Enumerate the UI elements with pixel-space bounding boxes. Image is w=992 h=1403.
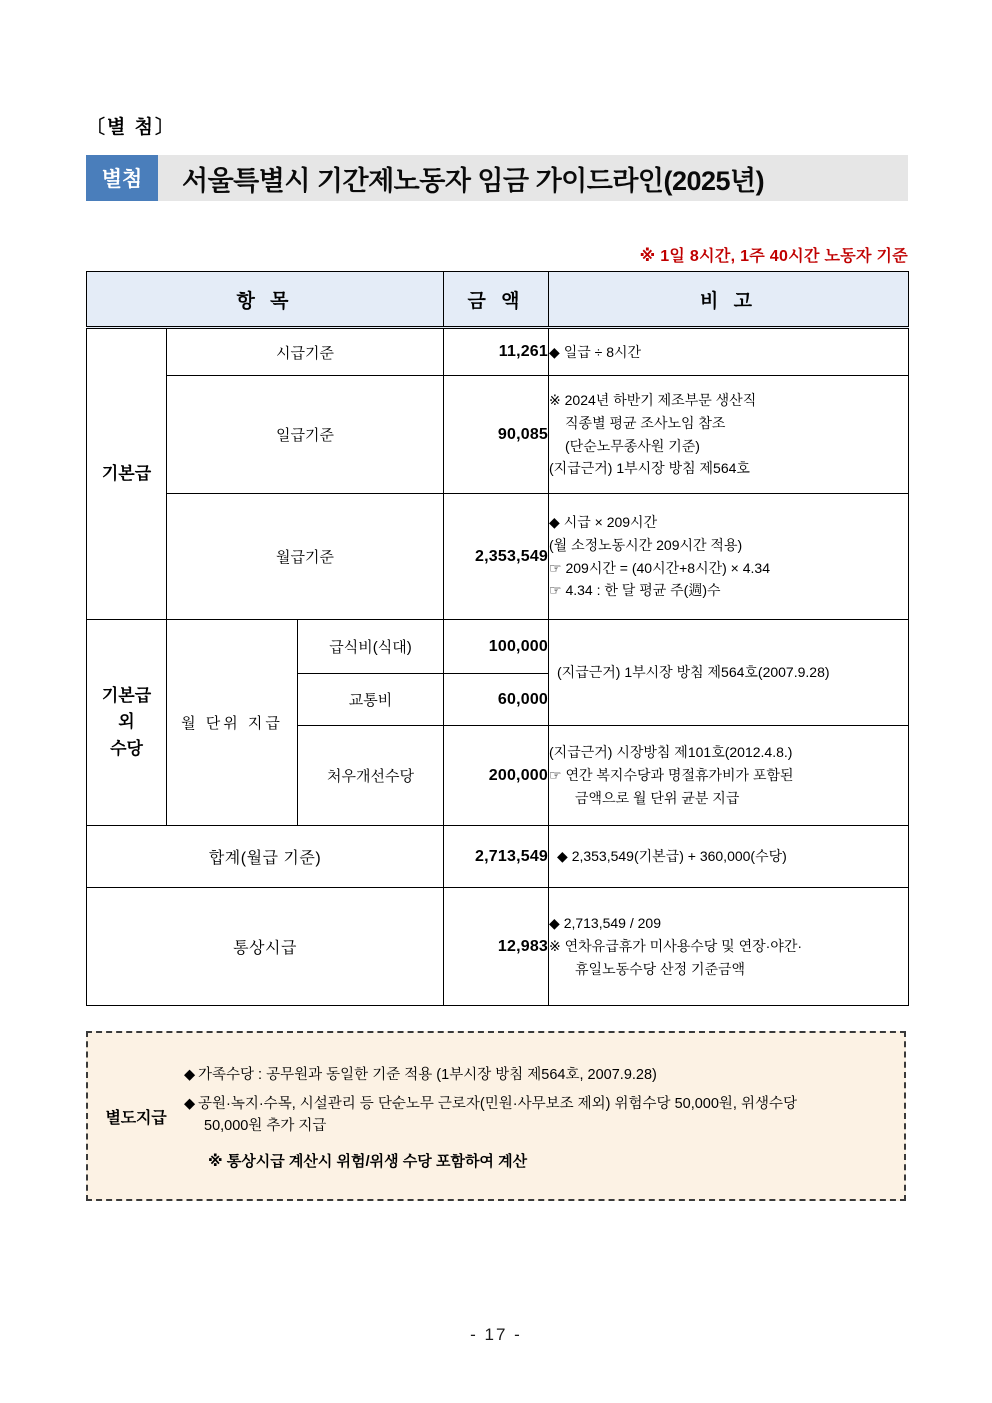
remarks-total — [549, 826, 909, 888]
remarks-improvement-line2: 연간 복지수당과 명절휴가비가 포함된 — [565, 767, 794, 784]
attachment-marker: 〔별 첨〕 — [86, 117, 176, 138]
remarks-monthly-line4: 4.34 : 한 달 평균 주(週)수 — [565, 582, 721, 599]
remarks-monthly-line1: 시급 × 209시간 — [563, 514, 658, 531]
remarks-daily-line3: (단순노무종사원 기준) — [565, 437, 700, 454]
remarks-monthly — [549, 494, 909, 620]
row-label-daily: 일급기준 — [167, 376, 444, 494]
remarks-improvement-line3: 금액으로 월 단위 균분 지급 — [575, 789, 740, 806]
bullet-diamond-icon: ◆ — [184, 1067, 196, 1084]
bullet-diamond-icon: ◆ — [557, 848, 568, 865]
bullet-diamond-icon: ◆ — [549, 343, 560, 360]
attachment-badge: 별첨 — [86, 155, 158, 201]
group-label-extra-allowance-line1: 기본급 — [101, 685, 152, 705]
remarks-hourly-line1: 일급 ÷ 8시간 — [563, 343, 642, 360]
extra-payment-item-1-text: 가족수당 : 공무원과 동일한 기준 적용 (1부시장 방침 제564호, 2007.9.28) — [198, 1067, 657, 1084]
remarks-daily-line4: (지급근거) 1부시장 방침 제564호 — [549, 460, 750, 477]
working-hours-note: ※ 1일 8시간, 1주 40시간 노동자 기준 — [639, 248, 908, 265]
remarks-hourly — [549, 328, 909, 376]
group-label-base-pay: 기본급 — [87, 328, 167, 620]
remarks-meal-transport — [549, 620, 909, 726]
page-number: - 17 - — [470, 1325, 522, 1344]
extra-payment-item-2-cont: 50,000원 추가 지급 — [204, 1117, 327, 1134]
row-label-total: 합계(월급 기준) — [87, 826, 444, 888]
group-label-extra-allowance-line3: 수당 — [110, 738, 143, 758]
table-row-total — [87, 826, 909, 888]
row-label-meal: 급식비(식대) — [298, 620, 444, 674]
group-label-monthly-unit: 월 단위 지급 — [167, 620, 298, 826]
remarks-total-line1: 2,353,549(기본급) + 360,000(수당) — [571, 848, 787, 865]
table-row-daily — [87, 376, 909, 494]
amount-transport: 60,000 — [444, 674, 549, 726]
bullet-diamond-icon: ◆ — [549, 915, 560, 932]
row-label-ordinary-hourly: 통상시급 — [87, 888, 444, 1006]
wage-guideline-table — [86, 271, 909, 1006]
table-row-hourly — [87, 328, 909, 376]
page-title: 서울특별시 기간제노동자 임금 가이드라인(2025년) — [182, 165, 765, 196]
extra-payment-body — [184, 1058, 904, 1174]
extra-payment-item-2 — [184, 1094, 892, 1138]
row-label-hourly: 시급기준 — [167, 328, 444, 376]
remarks-ordinary-hourly — [549, 888, 909, 1006]
remarks-improvement — [549, 726, 909, 826]
remarks-daily — [549, 376, 909, 494]
remarks-ordinary-line3: 휴일노동수당 산정 기준금액 — [575, 960, 746, 977]
remarks-monthly-line2: (월 소정노동시간 209시간 적용) — [549, 536, 743, 553]
amount-hourly: 11,261 — [444, 328, 549, 376]
extra-payment-label: 별도지급 — [105, 1109, 167, 1127]
remarks-daily-line1: ※ 2024년 하반기 제조부문 생산직 — [549, 392, 757, 409]
amount-ordinary-hourly: 12,983 — [444, 888, 549, 1006]
remarks-daily-line2: 직종별 평균 조사노임 참조 — [565, 414, 726, 431]
row-label-improvement: 처우개선수당 — [298, 726, 444, 826]
amount-monthly: 2,353,549 — [444, 494, 549, 620]
remarks-transport-line1: (지급근거) 1부시장 방침 제564호(2007.9.28) — [557, 664, 830, 681]
row-label-monthly: 월급기준 — [167, 494, 444, 620]
bullet-diamond-icon: ◆ — [184, 1095, 196, 1112]
amount-improvement: 200,000 — [444, 726, 549, 826]
column-header-amount: 금 액 — [444, 272, 549, 328]
group-label-extra-allowance — [87, 620, 167, 826]
table-row-ordinary-hourly — [87, 888, 909, 1006]
column-header-item: 항 목 — [87, 272, 444, 328]
table-row-monthly — [87, 494, 909, 620]
extra-payment-item-1 — [184, 1065, 892, 1087]
row-label-transport: 교통비 — [298, 674, 444, 726]
remarks-ordinary-line1: 2,713,549 / 209 — [563, 915, 661, 932]
extra-payment-item-2-text: 공원·녹지·수목, 시설관리 등 단순노무 근로자(민원·사무보조 제외) 위험수당 50,000원, 위생수당 — [198, 1095, 798, 1112]
amount-daily: 90,085 — [444, 376, 549, 494]
table-header-row — [87, 272, 909, 328]
column-header-remarks: 비 고 — [549, 272, 909, 328]
amount-total: 2,713,549 — [444, 826, 549, 888]
remarks-improvement-line1: (지급근거) 시장방침 제101호(2012.4.8.) — [549, 744, 793, 761]
title-bar — [86, 155, 908, 201]
hand-point-icon: ☞ — [549, 559, 562, 576]
table-row-meal — [87, 620, 909, 674]
extra-payment-item-3: ※ 통상시급 계산시 위험/위생 수당 포함하여 계산 — [208, 1153, 528, 1171]
bullet-diamond-icon: ◆ — [549, 514, 560, 531]
extra-payment-box — [86, 1031, 906, 1201]
hand-point-icon: ☞ — [549, 767, 562, 784]
remarks-ordinary-line2: ※ 연차유급휴가 미사용수당 및 연장·야간· — [549, 938, 803, 955]
amount-meal: 100,000 — [444, 620, 549, 674]
remarks-monthly-line3: 209시간 = (40시간+8시간) × 4.34 — [565, 559, 770, 576]
hand-point-icon: ☞ — [549, 582, 562, 599]
group-label-extra-allowance-line2: 외 — [118, 712, 135, 732]
